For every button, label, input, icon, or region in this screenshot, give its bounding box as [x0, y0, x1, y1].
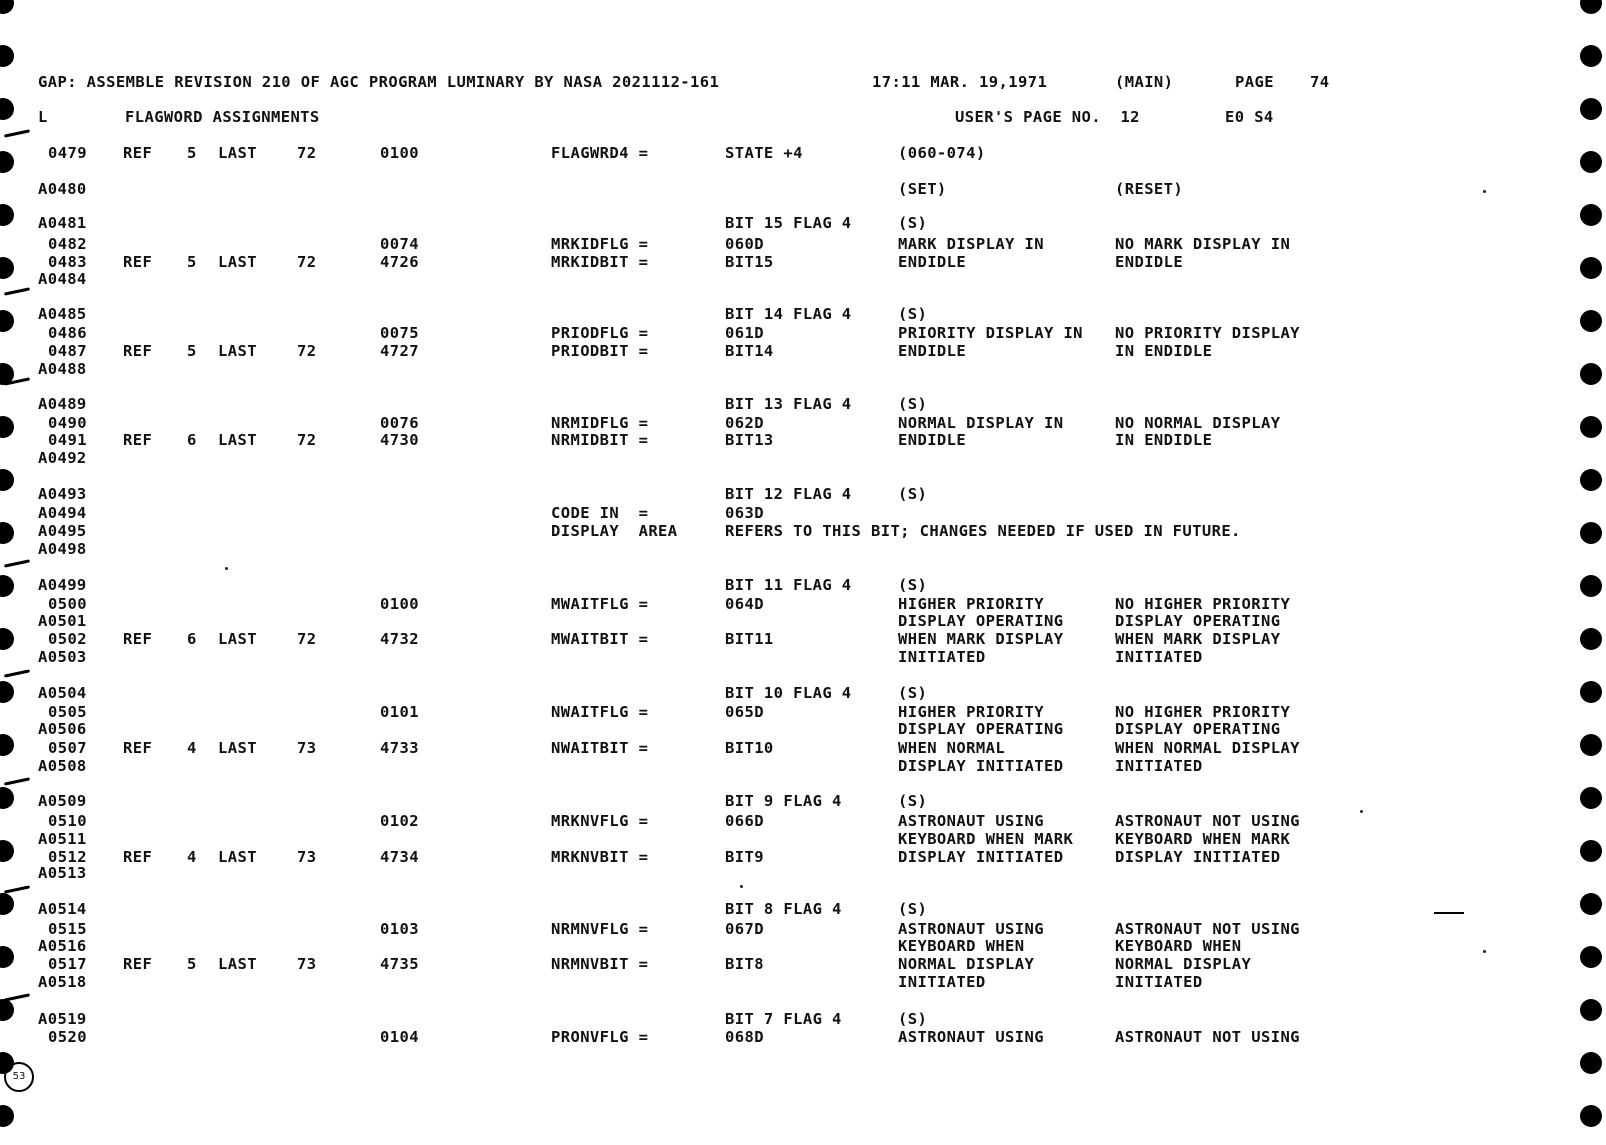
row-line-number: A0481: [38, 214, 87, 232]
row-ref-count: 6: [187, 431, 197, 449]
row-reset-comment: DISPLAY OPERATING: [1115, 720, 1281, 738]
listing-row: [0, 1010, 1606, 1028]
row-line-number: A0511: [38, 830, 87, 848]
row-ref-count: 5: [187, 144, 197, 162]
listing-row: [0, 595, 1606, 613]
row-line-number: A0499: [38, 576, 87, 594]
row-set-comment: DISPLAY OPERATING: [898, 612, 1064, 630]
row-label: NRMIDBIT =: [551, 431, 649, 449]
row-reset-comment: DISPLAY OPERATING: [1115, 612, 1281, 630]
header-page-number: 74: [1310, 73, 1330, 91]
row-line-number: 0502: [48, 630, 87, 648]
row-ref-count: 4: [187, 848, 197, 866]
sprocket-hole: [1580, 0, 1602, 14]
row-operand: 060D: [725, 235, 764, 253]
row-label: MWAITFLG =: [551, 595, 649, 613]
row-set-comment: DISPLAY INITIATED: [898, 848, 1064, 866]
row-line-number: 0512: [48, 848, 87, 866]
row-set-comment: DISPLAY OPERATING: [898, 720, 1064, 738]
row-line-number: A0508: [38, 757, 87, 775]
listing-row: [0, 955, 1606, 973]
listing-row: [0, 414, 1606, 432]
row-set-comment: (S): [898, 1010, 928, 1028]
row-reset-comment: INITIATED: [1115, 973, 1203, 991]
row-operand: 062D: [725, 414, 764, 432]
sprocket-hole: [1580, 1052, 1602, 1074]
subheader-column-l: L: [38, 108, 48, 126]
row-last-page: 72: [297, 342, 317, 360]
listing-row: [0, 739, 1606, 757]
row-set-comment: (S): [898, 792, 928, 810]
row-operand: BIT8: [725, 955, 764, 973]
sprocket-hole: [0, 45, 14, 67]
subheader-heading: FLAGWORD ASSIGNMENTS: [125, 108, 320, 126]
row-operand: BIT14: [725, 342, 774, 360]
row-last-page: 72: [297, 144, 317, 162]
row-ref: REF: [123, 630, 153, 648]
pen-mark: [4, 993, 30, 1001]
row-last: LAST: [218, 848, 257, 866]
row-operand: BIT 8 FLAG 4: [725, 900, 842, 918]
row-line-number: A0503: [38, 648, 87, 666]
row-operand: 068D: [725, 1028, 764, 1046]
row-line-number: 0500: [48, 595, 87, 613]
listing-row: [0, 253, 1606, 271]
row-reset-comment: ASTRONAUT NOT USING: [1115, 920, 1300, 938]
row-value: 0100: [380, 144, 419, 162]
row-reset-comment: INITIATED: [1115, 757, 1203, 775]
row-line-number: A0485: [38, 305, 87, 323]
row-value: 4732: [380, 630, 419, 648]
pen-mark: [4, 669, 30, 677]
print-speck: [225, 567, 228, 570]
listing-row: [0, 431, 1606, 449]
listing-row: [0, 540, 1606, 558]
listing-row: [0, 973, 1606, 991]
row-last: LAST: [218, 342, 257, 360]
row-set-comment: KEYBOARD WHEN MARK: [898, 830, 1074, 848]
row-operand: BIT13: [725, 431, 774, 449]
listing-row: [0, 144, 1606, 162]
row-operand: STATE +4: [725, 144, 803, 162]
row-operand: BIT15: [725, 253, 774, 271]
row-line-number: A0519: [38, 1010, 87, 1028]
row-operand: 067D: [725, 920, 764, 938]
row-line-number: A0489: [38, 395, 87, 413]
pen-mark: [4, 287, 30, 295]
row-ref-count: 5: [187, 253, 197, 271]
row-set-comment: MARK DISPLAY IN: [898, 235, 1044, 253]
row-reset-comment: WHEN MARK DISPLAY: [1115, 630, 1281, 648]
header-title: GAP: ASSEMBLE REVISION 210 OF AGC PROGRAM LUMINARY BY NASA 2021112-161: [38, 73, 720, 91]
row-last-page: 73: [297, 739, 317, 757]
row-line-number: 0517: [48, 955, 87, 973]
listing-row: [0, 270, 1606, 288]
sprocket-hole: [1580, 45, 1602, 67]
header-line: [0, 73, 1606, 91]
row-ref-count: 5: [187, 342, 197, 360]
row-ref-count: 6: [187, 630, 197, 648]
margin-note: 53: [4, 1062, 34, 1092]
row-set-comment: (SET): [898, 180, 947, 198]
row-value: 0074: [380, 235, 419, 253]
row-line-number: A0501: [38, 612, 87, 630]
listing-row: [0, 485, 1606, 503]
row-reset-comment: IN ENDIDLE: [1115, 342, 1213, 360]
row-set-comment: (S): [898, 214, 928, 232]
row-set-comment: ASTRONAUT USING: [898, 812, 1044, 830]
row-line-number: A0513: [38, 864, 87, 882]
row-line-number: A0498: [38, 540, 87, 558]
row-set-comment: NORMAL DISPLAY: [898, 955, 1035, 973]
row-ref-count: 5: [187, 955, 197, 973]
print-speck: [740, 885, 743, 888]
row-operand: BIT 11 FLAG 4: [725, 576, 852, 594]
listing-row: [0, 449, 1606, 467]
row-label: MWAITBIT =: [551, 630, 649, 648]
listing-row: [0, 522, 1606, 540]
listing-row: [0, 214, 1606, 232]
row-operand: 066D: [725, 812, 764, 830]
row-set-comment: ASTRONAUT USING: [898, 1028, 1044, 1046]
pen-dash: [1434, 912, 1464, 914]
row-last: LAST: [218, 630, 257, 648]
row-set-comment: (S): [898, 576, 928, 594]
row-value: 4730: [380, 431, 419, 449]
row-reset-comment: ASTRONAUT NOT USING: [1115, 812, 1300, 830]
row-line-number: A0509: [38, 792, 87, 810]
row-set-comment: (S): [898, 485, 928, 503]
row-operand: BIT 14 FLAG 4: [725, 305, 852, 323]
row-value: 4727: [380, 342, 419, 360]
pen-mark: [4, 885, 30, 893]
row-set-comment: INITIATED: [898, 973, 986, 991]
listing-row: [0, 830, 1606, 848]
row-reset-comment: WHEN NORMAL DISPLAY: [1115, 739, 1300, 757]
listing-row: [0, 757, 1606, 775]
subheader-users-page: USER'S PAGE NO. 12: [955, 108, 1140, 126]
subheader-line: [0, 108, 1606, 126]
row-ref: REF: [123, 253, 153, 271]
row-set-comment: ENDIDLE: [898, 431, 967, 449]
row-value: 0076: [380, 414, 419, 432]
row-set-comment: ENDIDLE: [898, 342, 967, 360]
row-last-page: 72: [297, 630, 317, 648]
row-value: 0100: [380, 595, 419, 613]
row-set-comment: ENDIDLE: [898, 253, 967, 271]
row-value: 0103: [380, 920, 419, 938]
row-value: 0102: [380, 812, 419, 830]
row-last: LAST: [218, 253, 257, 271]
row-line-number: 0487: [48, 342, 87, 360]
row-operand: BIT9: [725, 848, 764, 866]
row-label: MRKIDBIT =: [551, 253, 649, 271]
listing-row: [0, 684, 1606, 702]
listing-row: [0, 920, 1606, 938]
row-label: NWAITBIT =: [551, 739, 649, 757]
listing-row: [0, 395, 1606, 413]
listing-row: [0, 235, 1606, 253]
row-line-number: 0505: [48, 703, 87, 721]
listing-row: [0, 937, 1606, 955]
row-value: 4726: [380, 253, 419, 271]
row-label: FLAGWRD4 =: [551, 144, 649, 162]
row-last-page: 72: [297, 431, 317, 449]
sprocket-hole: [0, 1105, 14, 1127]
row-value: 0104: [380, 1028, 419, 1046]
row-last: LAST: [218, 739, 257, 757]
listing-row: [0, 720, 1606, 738]
row-value: 4734: [380, 848, 419, 866]
row-line-number: 0490: [48, 414, 87, 432]
listing-row: [0, 648, 1606, 666]
row-reset-comment: KEYBOARD WHEN MARK: [1115, 830, 1291, 848]
header-section: (MAIN): [1115, 73, 1174, 91]
row-line-number: A0494: [38, 504, 87, 522]
row-last-page: 73: [297, 848, 317, 866]
row-line-number: A0504: [38, 684, 87, 702]
row-line-number: A0514: [38, 900, 87, 918]
row-operand: BIT 10 FLAG 4: [725, 684, 852, 702]
listing-row: [0, 703, 1606, 721]
row-set-comment: INITIATED: [898, 648, 986, 666]
print-speck: [1360, 810, 1363, 813]
row-line-number: 0486: [48, 324, 87, 342]
row-set-comment: HIGHER PRIORITY: [898, 595, 1044, 613]
pen-mark: [4, 559, 30, 567]
row-line-number: A0516: [38, 937, 87, 955]
row-label: NRMNVFLG =: [551, 920, 649, 938]
listing-row: [0, 180, 1606, 198]
row-last-page: 72: [297, 253, 317, 271]
print-speck: [1483, 950, 1486, 953]
row-line-number: A0495: [38, 522, 87, 540]
row-operand: 064D: [725, 595, 764, 613]
row-set-comment: (S): [898, 900, 928, 918]
row-label: MRKNVBIT =: [551, 848, 649, 866]
row-line-number: A0488: [38, 360, 87, 378]
row-reset-comment: NO MARK DISPLAY IN: [1115, 235, 1291, 253]
row-set-comment: (S): [898, 684, 928, 702]
row-value: 4733: [380, 739, 419, 757]
row-label: PRIODFLG =: [551, 324, 649, 342]
row-ref: REF: [123, 342, 153, 360]
listing-row: [0, 504, 1606, 522]
row-ref: REF: [123, 144, 153, 162]
row-last: LAST: [218, 431, 257, 449]
row-reset-comment: ENDIDLE: [1115, 253, 1184, 271]
header-page-label: PAGE: [1235, 73, 1274, 91]
row-value: 4735: [380, 955, 419, 973]
pen-mark: [4, 129, 30, 137]
row-ref: REF: [123, 955, 153, 973]
row-reset-comment: NORMAL DISPLAY: [1115, 955, 1252, 973]
row-reset-comment: DISPLAY INITIATED: [1115, 848, 1281, 866]
row-operand: BIT 15 FLAG 4: [725, 214, 852, 232]
row-label: DISPLAY AREA: [551, 522, 678, 540]
row-line-number: 0520: [48, 1028, 87, 1046]
row-label: MRKIDFLG =: [551, 235, 649, 253]
row-line-number: 0515: [48, 920, 87, 938]
row-set-comment: ASTRONAUT USING: [898, 920, 1044, 938]
listing-row: [0, 324, 1606, 342]
row-set-comment: NORMAL DISPLAY IN: [898, 414, 1064, 432]
row-line-number: A0492: [38, 449, 87, 467]
row-operand: 063D: [725, 504, 764, 522]
row-value: 0101: [380, 703, 419, 721]
row-line-number: A0480: [38, 180, 87, 198]
listing-row: [0, 612, 1606, 630]
row-reset-comment: NO HIGHER PRIORITY: [1115, 595, 1291, 613]
listing-row: [0, 305, 1606, 323]
sprocket-hole: [1580, 1105, 1602, 1127]
row-line-number: A0506: [38, 720, 87, 738]
listing-row: [0, 792, 1606, 810]
listing-row: [0, 342, 1606, 360]
row-line-number: 0479: [48, 144, 87, 162]
listing-row: [0, 864, 1606, 882]
row-reset-comment: ASTRONAUT NOT USING: [1115, 1028, 1300, 1046]
row-label: CODE IN =: [551, 504, 649, 522]
row-set-comment: HIGHER PRIORITY: [898, 703, 1044, 721]
row-set-comment: DISPLAY INITIATED: [898, 757, 1064, 775]
row-line-number: 0483: [48, 253, 87, 271]
row-last: LAST: [218, 144, 257, 162]
sprocket-hole: [0, 0, 14, 14]
listing-row: [0, 1028, 1606, 1046]
row-label: PRONVFLG =: [551, 1028, 649, 1046]
row-operand: BIT 13 FLAG 4: [725, 395, 852, 413]
row-reset-comment: NO PRIORITY DISPLAY: [1115, 324, 1300, 342]
row-label: PRIODBIT =: [551, 342, 649, 360]
row-operand: BIT 12 FLAG 4: [725, 485, 852, 503]
row-operand: 061D: [725, 324, 764, 342]
pen-mark: [4, 777, 30, 785]
row-line-number: A0518: [38, 973, 87, 991]
row-label: NWAITFLG =: [551, 703, 649, 721]
listing-row: [0, 360, 1606, 378]
header-timestamp: 17:11 MAR. 19,1971: [872, 73, 1048, 91]
row-set-comment: PRIORITY DISPLAY IN: [898, 324, 1083, 342]
row-line-number: 0491: [48, 431, 87, 449]
row-last: LAST: [218, 955, 257, 973]
row-last-page: 73: [297, 955, 317, 973]
row-set-comment: KEYBOARD WHEN: [898, 937, 1025, 955]
row-operand: BIT11: [725, 630, 774, 648]
row-set-comment: WHEN MARK DISPLAY: [898, 630, 1064, 648]
row-ref: REF: [123, 431, 153, 449]
row-value: 0075: [380, 324, 419, 342]
row-label: NRMIDFLG =: [551, 414, 649, 432]
row-reset-comment: IN ENDIDLE: [1115, 431, 1213, 449]
row-set-comment: (S): [898, 305, 928, 323]
print-speck: [1483, 190, 1486, 193]
row-reset-comment: NO HIGHER PRIORITY: [1115, 703, 1291, 721]
row-label: NRMNVBIT =: [551, 955, 649, 973]
row-ref: REF: [123, 739, 153, 757]
row-set-comment: WHEN NORMAL: [898, 739, 1006, 757]
row-operand: BIT 7 FLAG 4: [725, 1010, 842, 1028]
row-line-number: 0482: [48, 235, 87, 253]
row-operand: REFERS TO THIS BIT; CHANGES NEEDED IF USED IN FUTURE.: [725, 522, 1241, 540]
row-operand: 065D: [725, 703, 764, 721]
listing-row: [0, 900, 1606, 918]
row-set-comment: (060-074): [898, 144, 986, 162]
row-line-number: 0507: [48, 739, 87, 757]
row-reset-comment: KEYBOARD WHEN: [1115, 937, 1242, 955]
listing-row: [0, 576, 1606, 594]
row-reset-comment: NO NORMAL DISPLAY: [1115, 414, 1281, 432]
row-operand: BIT10: [725, 739, 774, 757]
listing-row: [0, 630, 1606, 648]
row-ref-count: 4: [187, 739, 197, 757]
row-line-number: A0493: [38, 485, 87, 503]
row-reset-comment: INITIATED: [1115, 648, 1203, 666]
row-ref: REF: [123, 848, 153, 866]
subheader-eo: E0 S4: [1225, 108, 1274, 126]
row-line-number: A0484: [38, 270, 87, 288]
listing-row: [0, 812, 1606, 830]
row-set-comment: (S): [898, 395, 928, 413]
row-operand: BIT 9 FLAG 4: [725, 792, 842, 810]
row-reset-comment: (RESET): [1115, 180, 1184, 198]
row-label: MRKNVFLG =: [551, 812, 649, 830]
row-line-number: 0510: [48, 812, 87, 830]
